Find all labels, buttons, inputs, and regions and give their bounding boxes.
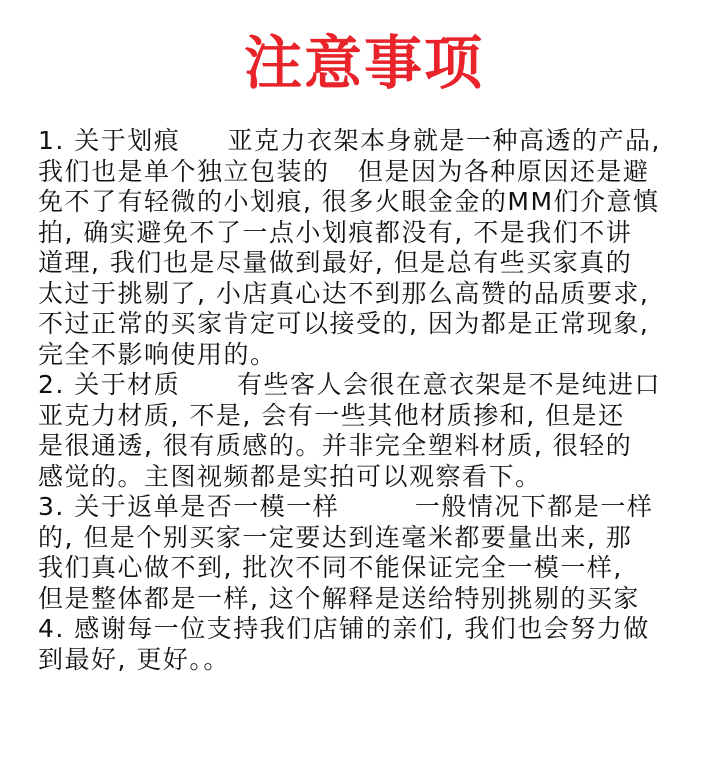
text-line: 2. 关于材质 有些客人会很在意衣架是不是纯进口: [38, 370, 661, 399]
text-line: 到最好, 更好。。: [38, 644, 230, 674]
text-line: 拍, 确实避免不了一点小划痕都没有, 不是我们不讲: [38, 217, 633, 247]
text-line: 是很通透, 很有质感的。并非完全塑料材质, 很轻的: [38, 431, 633, 460]
text-line: 4. 感谢每一位支持我们店铺的亲们, 我们也会努力做: [38, 614, 650, 643]
text-line: 1. 关于划痕 亚克力衣架本身就是一种高透的产品,: [38, 126, 661, 155]
text-line: 不过正常的买家肯定可以接受的, 因为都是正常现象,: [38, 309, 650, 338]
text-line: 感觉的。主图视频都是实拍可以观察看下。: [38, 461, 542, 491]
page-title: 注意事项: [243, 29, 484, 97]
text-line: 免不了有轻微的小划痕, 很多火眼金金的MM们介意慎: [38, 187, 660, 216]
text-line: 太过于挑剔了, 小店真心达不到那么高赞的品质要求,: [38, 278, 650, 308]
text-line: 完全不影响使用的。: [38, 339, 277, 369]
notice-body: [38, 126, 698, 675]
text-line: 3. 关于返单是否一模一样 一般情况下都是一样: [38, 492, 654, 521]
text-line: 的, 但是个别买家一定要达到连毫米都要量出来, 那: [38, 522, 633, 552]
text-line: 我们真心做不到, 批次不同不能保证完全一模一样,: [38, 553, 623, 582]
text-line: 道理, 我们也是尽量做到最好, 但是总有些买家真的: [38, 248, 633, 277]
text-line: 亚克力材质, 不是, 会有一些其他材质掺和, 但是还: [38, 400, 625, 430]
text-line: 但是整体都是一样, 这个解释是送给特别挑剔的买家: [38, 583, 640, 613]
text-line: 我们也是单个独立包装的 但是因为各种原因还是避: [38, 156, 650, 186]
